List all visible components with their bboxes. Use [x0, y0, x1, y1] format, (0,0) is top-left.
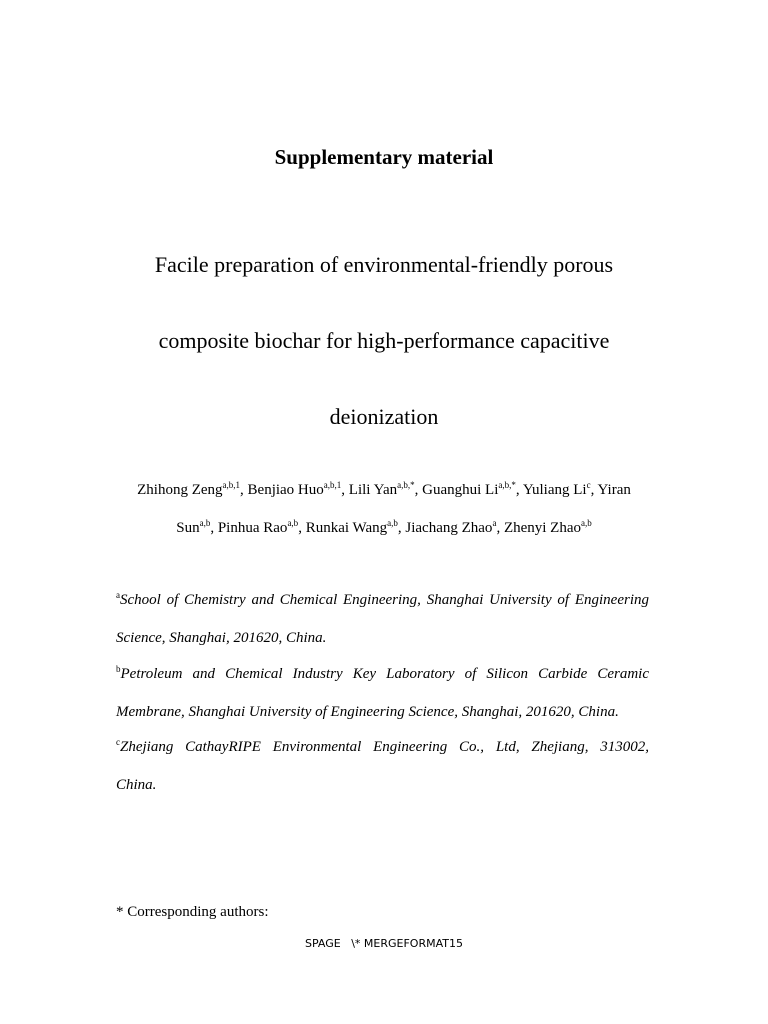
affiliation-c-line-1: $^c$Zhejiang CathayRIPE Environmental Engineering Co., Ltd, Zhejiang, 313002,: [116, 737, 649, 755]
author-affiliation-marker: a,b: [199, 518, 211, 528]
author-affiliation-marker: a,b,*: [498, 480, 516, 490]
author-affiliation-marker: a,b,1: [222, 480, 241, 490]
author-affiliation-marker: a,b,*: [397, 480, 415, 490]
author-affiliation-marker: a,b: [287, 518, 299, 528]
author-name-part: Yiran: [597, 482, 631, 498]
author-affiliation-marker: a: [492, 518, 497, 528]
author-name: Jiachang Zhao: [405, 520, 493, 536]
affiliation-a-line-2: Science, Shanghai, 201620, China.: [116, 630, 327, 646]
affiliation-marker: b: [116, 664, 121, 674]
author-affiliation-marker: c: [586, 480, 591, 490]
affiliation-a-line-1: $^a$School of Chemistry and Chemical Engineering, Shanghai University of Engineering: [116, 590, 649, 608]
author-affiliation-marker: a,b,1: [323, 480, 342, 490]
author-list-line-1: Zhihong Zeng$^{a,b,1}$, Benjiao Huo$^{a,b,1}$, Lili Yan$^{a,b,*}$, Guanghui $Li^{a,b,*}$, Yuliang Li$^c$, Yiran: [137, 480, 631, 498]
affiliation-marker: a: [116, 590, 120, 600]
paper-title-line-1: Facile preparation of environmental-friendly porous: [154, 252, 614, 277]
author-name: Benjiao Huo: [247, 482, 324, 498]
affiliation-marker: c: [116, 737, 120, 747]
corresponding-authors-label: * Corresponding authors:: [116, 904, 269, 920]
author-affiliation-marker: a,b: [581, 518, 592, 528]
paper-title-line-2: composite biochar for high-performance capacitive: [158, 328, 610, 353]
page-number-field: SPAGE \* MERGEFORMAT15: [305, 937, 463, 950]
author-name-part: Sun: [176, 520, 200, 536]
affiliation-c-line-2: China.: [116, 777, 157, 793]
affiliation-b-line-1: $^b$Petroleum and Chemical Industry Key Laboratory of Silicon Carbide Ceramic: [116, 664, 649, 682]
author-name: Lili Yan: [348, 482, 398, 498]
author-name: Guanghui Li: [422, 482, 499, 498]
document-heading: Supplementary material: [274, 145, 494, 169]
paper-title-line-3: deionization: [329, 404, 439, 429]
affiliation-b-line-2: Membrane, Shanghai University of Engineering Science, Shanghai, 201620, China.: [116, 704, 619, 720]
author-name: Runkai Wang: [305, 520, 388, 536]
author-name: Pinhua Rao: [217, 520, 288, 536]
author-affiliation-marker: a,b: [387, 518, 398, 528]
author-name: Zhenyi Zhao: [503, 520, 581, 536]
author-list-line-2: Sun$^{a,b}$, Pinhua Rao$^{a,b}$, Runkai Wang$^{a,b}$, Jiachang Zhao$^a$, Zhenyi Zhao$^{a,b}$: [176, 518, 592, 536]
author-name: Zhihong Zeng: [137, 482, 223, 498]
author-name: Yuliang Li: [522, 482, 587, 498]
